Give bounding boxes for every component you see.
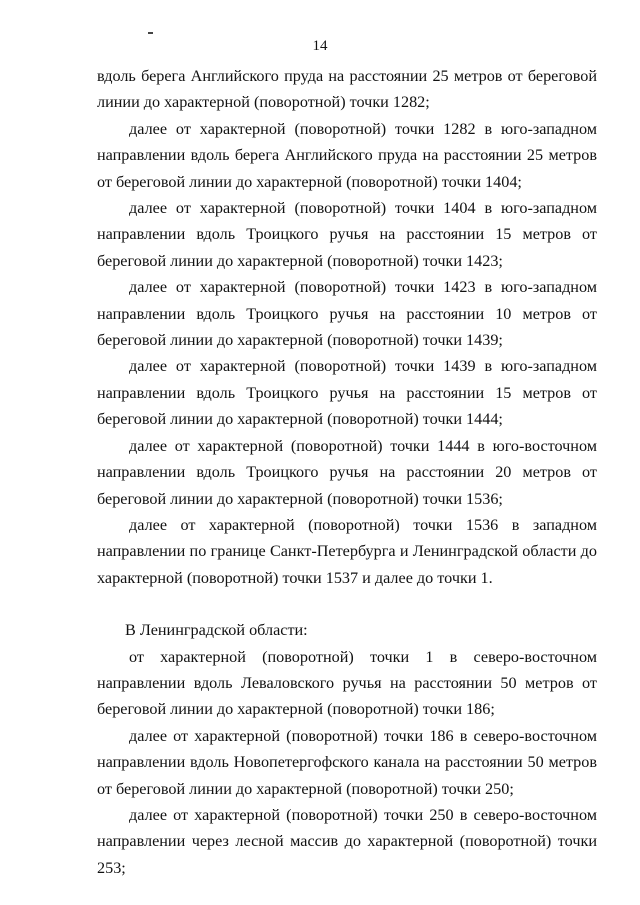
page-number: 14 <box>312 38 328 54</box>
paragraph: далее от характерной (поворотной) точки 1439 в юго-западном направлении вдоль Троицкого ручья на расстоянии 15 метров от береговой линии до характерной (поворотной) точки 1444; <box>97 357 597 429</box>
paragraph: далее от характерной (поворотной) точки 1444 в юго-восточном направлении вдоль Троицкого ручья на расстоянии 20 метров от береговой линии до характерной (поворотной) точки 1536; <box>97 436 597 508</box>
paragraph: далее от характерной (поворотной) точки 250 в северо-восточном направлении через лесной массив до характерной (поворотной) точки 253; <box>97 805 597 877</box>
paragraph: далее от характерной (поворотной) точки 186 в северо-восточном направлении вдоль Новопетергофского канала на расстоянии 50 метров от береговой линии до характерной (поворотной) точки 250; <box>97 726 597 798</box>
paragraph: далее от характерной (поворотной) точки 1536 в западном направлении по границе Санкт-Петербурга и Ленинградской области до характерной (поворотной) точки 1537 и далее до точки 1. <box>97 515 597 587</box>
paragraph: далее от характерной (поворотной) точки 1404 в юго-западном направлении вдоль Троицкого ручья на расстоянии 15 метров от береговой линии до характерной (поворотной) точки 1423; <box>97 199 597 270</box>
paragraph: от характерной (поворотной) точки 1 в северо-восточном направлении вдоль Леваловского ручья на расстоянии 50 метров от береговой линии до характерной (поворотной) точки 186; <box>97 647 597 719</box>
paragraph: вдоль берега Английского пруда на расстоянии 25 метров от береговой линии до характерной (поворотной) точки 1282; <box>97 67 597 112</box>
paragraph: далее от характерной (поворотной) точки 1423 в юго-западном направлении вдоль Троицкого ручья на расстоянии 10 метров от береговой линии до характерной (поворотной) точки 1439; <box>97 278 597 350</box>
paragraph: далее от характерной (поворотной) точки 1282 в юго-западном направлении вдоль берега Английского пруда на расстоянии 25 метров от береговой линии до характерной (поворотной) точки 1404; <box>97 119 597 191</box>
document-body <box>97 63 597 881</box>
scan-mark <box>148 32 153 34</box>
section-heading: В Ленинградской области: <box>125 621 308 640</box>
